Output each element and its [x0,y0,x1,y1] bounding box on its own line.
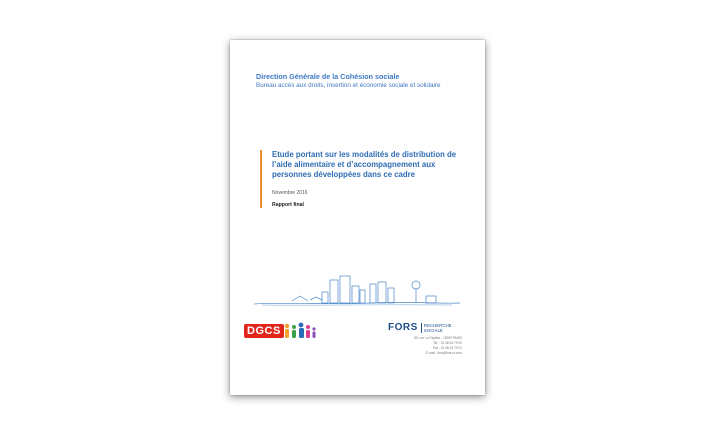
report-date: Novembre 2016 [272,190,308,196]
email-line: E-mail : fors@fors-rs.com [425,351,462,355]
organization-header [256,72,466,90]
fors-subtitle-line2: SOCIALE [423,327,443,333]
phone-line: Tel. : 01 48 24 79 00 [433,341,462,345]
dgcs-logo: DGCS [244,324,284,338]
direction-name: Direction Générale de la Cohésion sociale [256,72,400,81]
people-figures-icon [282,322,322,342]
report-title: Etude portant sur les modalités de distribution de l’aide alimentaire et d’accompagnement aux personnes développées dans ce cadre [272,150,457,179]
fors-logo [388,322,462,333]
address-line: 89, rue La Fayette - 75009 PARIS [414,336,462,340]
fors-address [388,336,462,356]
report-cover-page [230,40,485,395]
title-block [260,150,472,208]
bureau-name: Bureau accès aux droits, insertion et économie sociale et solidaire [256,82,441,89]
fors-subtitle-line1: RECHERCHE [423,322,452,328]
fors-name: FORS [388,322,418,333]
city-skyline-illustration [252,272,462,308]
fax-line: Fax : 01 48 24 79 01 [432,346,462,350]
fors-subtitle [421,323,452,333]
report-type: Rapport final [272,202,304,208]
fors-logo-block [388,322,462,356]
